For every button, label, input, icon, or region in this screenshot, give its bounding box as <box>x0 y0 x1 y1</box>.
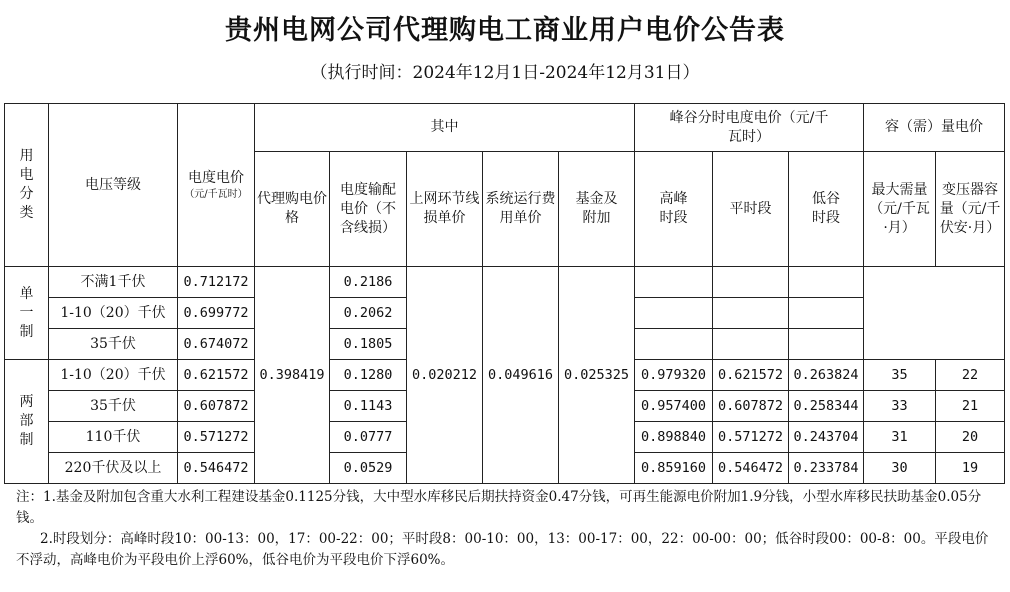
valley-cell-empty <box>789 267 864 298</box>
energy-price-cell: 0.546472 <box>178 453 255 484</box>
transmission-cell: 0.1143 <box>330 391 407 422</box>
energy-price-cell: 0.699772 <box>178 298 255 329</box>
flat-cell: 0.621572 <box>713 360 789 391</box>
header-proxy-price: 代理购电价格 <box>255 152 330 267</box>
max-demand-cell: 30 <box>864 453 936 484</box>
voltage-cell: 1-10（20）千伏 <box>49 360 178 391</box>
energy-price-cell: 0.607872 <box>178 391 255 422</box>
max-demand-cell: 35 <box>864 360 936 391</box>
execution-period: （执行时间：2024年12月1日-2024年12月31日） <box>310 63 700 83</box>
peak-cell: 0.957400 <box>635 391 713 422</box>
category-two-part: 两 部 制 <box>5 360 49 484</box>
capacity-cell-empty <box>864 267 1005 360</box>
voltage-cell: 1-10（20）千伏 <box>49 298 178 329</box>
header-peak: 高峰时段 <box>635 152 713 267</box>
transformer-cell: 21 <box>936 391 1005 422</box>
header-transformer: 变压器容量（元/千伏安·月） <box>936 152 1005 267</box>
price-table <box>4 103 1005 484</box>
header-category: 用 电 分 类 <box>5 104 49 267</box>
valley-cell: 0.233784 <box>789 453 864 484</box>
header-capacity-group: 容（需）量电价 <box>864 104 1005 152</box>
energy-price-cell: 0.621572 <box>178 360 255 391</box>
valley-cell: 0.243704 <box>789 422 864 453</box>
energy-price-cell: 0.674072 <box>178 329 255 360</box>
voltage-cell: 35千伏 <box>49 329 178 360</box>
header-flat: 平时段 <box>713 152 789 267</box>
peak-cell-empty <box>635 329 713 360</box>
header-valley: 低谷时段 <box>789 152 864 267</box>
transmission-cell: 0.0529 <box>330 453 407 484</box>
transmission-cell: 0.1280 <box>330 360 407 391</box>
flat-cell-empty <box>713 267 789 298</box>
peak-cell: 0.898840 <box>635 422 713 453</box>
header-voltage: 电压等级 <box>49 104 178 267</box>
max-demand-cell: 33 <box>864 391 936 422</box>
transmission-cell: 0.2062 <box>330 298 407 329</box>
valley-cell-empty <box>789 329 864 360</box>
voltage-cell: 110千伏 <box>49 422 178 453</box>
flat-cell-empty <box>713 298 789 329</box>
voltage-cell: 35千伏 <box>49 391 178 422</box>
header-tou-group: 峰谷分时电度电价（元/千瓦时） <box>635 104 864 152</box>
valley-cell-empty <box>789 298 864 329</box>
transmission-cell: 0.0777 <box>330 422 407 453</box>
header-transmission: 电度输配电价（不含线损） <box>330 152 407 267</box>
transformer-cell: 22 <box>936 360 1005 391</box>
table-row <box>5 267 1005 298</box>
header-fund: 基金及附加 <box>559 152 635 267</box>
transformer-cell: 20 <box>936 422 1005 453</box>
header-of-which: 其中 <box>255 104 635 152</box>
voltage-cell: 不满1千伏 <box>49 267 178 298</box>
footnote-1: 注：1.基金及附加包含重大水利工程建设基金0.1125分钱，大中型水库移民后期扶持资金0.47分钱，可再生能源电价附加1.9分钱，小型水库移民扶助基金0.05分钱。 <box>16 489 982 526</box>
document-title: 贵州电网公司代理购电工商业用户电价公告表 <box>225 15 785 46</box>
footnote-2: 2.时段划分：高峰时段10：00-13：00，17：00-22：00；平时段8：00-10：00，13：00-17：00，22：00-00：00；低谷时段00：00-8：00。平段电价不浮动，高峰电价为平段电价上浮60%，低谷电价为平段电价下浮60%。 <box>16 531 989 568</box>
peak-cell-empty <box>635 267 713 298</box>
peak-cell: 0.859160 <box>635 453 713 484</box>
category-single-part: 单 一 制 <box>5 267 49 360</box>
header-row-1 <box>5 104 1005 152</box>
energy-price-cell: 0.571272 <box>178 422 255 453</box>
energy-price-cell: 0.712172 <box>178 267 255 298</box>
fund-cell: 0.025325 <box>559 267 635 484</box>
peak-cell-empty <box>635 298 713 329</box>
flat-cell-empty <box>713 329 789 360</box>
flat-cell: 0.571272 <box>713 422 789 453</box>
valley-cell: 0.263824 <box>789 360 864 391</box>
transformer-cell: 19 <box>936 453 1005 484</box>
flat-cell: 0.607872 <box>713 391 789 422</box>
flat-cell: 0.546472 <box>713 453 789 484</box>
peak-cell: 0.979320 <box>635 360 713 391</box>
header-max-demand: 最大需量（元/千瓦·月） <box>864 152 936 267</box>
header-grid-loss: 上网环节线损单价 <box>407 152 483 267</box>
proxy-price-cell: 0.398419 <box>255 267 330 484</box>
footnotes <box>16 487 996 571</box>
transmission-cell: 0.2186 <box>330 267 407 298</box>
transmission-cell: 0.1805 <box>330 329 407 360</box>
valley-cell: 0.258344 <box>789 391 864 422</box>
grid-loss-cell: 0.020212 <box>407 267 483 484</box>
voltage-cell: 220千伏及以上 <box>49 453 178 484</box>
header-system-fee: 系统运行费用单价 <box>483 152 559 267</box>
max-demand-cell: 31 <box>864 422 936 453</box>
system-fee-cell: 0.049616 <box>483 267 559 484</box>
header-energy-price: 电度电价 （元/千瓦时） <box>178 104 255 267</box>
